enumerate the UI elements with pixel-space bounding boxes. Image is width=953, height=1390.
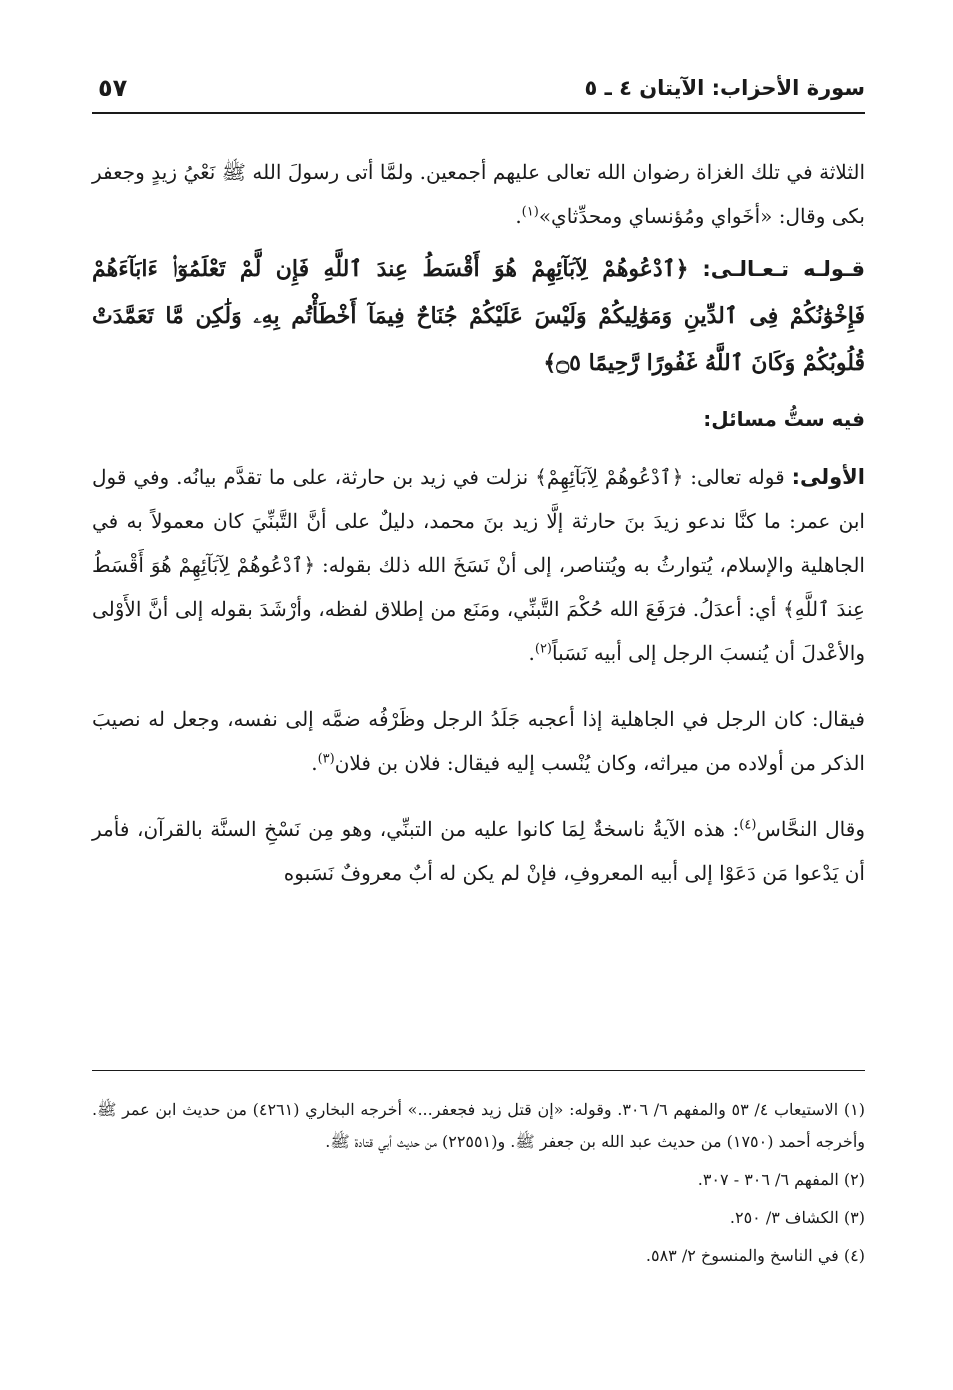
paragraph-adoption [92, 697, 865, 785]
main-text [92, 150, 865, 895]
paragraph-first-issue [92, 455, 865, 675]
footnote-ref-2: (٢) [534, 641, 552, 657]
running-title: سورة الأحزاب: الآيتان ٤ ـ ٥ [584, 76, 865, 100]
footnotes [92, 1094, 865, 1278]
nahhas-start: وقال النحَّاس [756, 817, 865, 841]
footnote-1: (١) الاستيعاب ٤/ ٥٣ والمفهم ٦/ ٣٠٦. وقوله: «إن قتل زيد فجعفر...» أخرجه البخاري (٤٢٦١) من حديث ابن عمر ﷺ. وأخرجه أحمد (١٧٥٠) من حديث عبد الله بن جعفر ﷺ. و(٢٢٥٥١) من حديث أبي قتادة ﷺ. [92, 1100, 865, 1151]
quran-verse: ﴿ٱدْعُوهُمْ لِآبَآئِهِمْ هُوَ أَقْسَطُ عِندَ ٱللَّهِ فَإِن لَّمْ تَعْلَمُوٓا۟ ءَابَآءَهُمْ فَإِخْوَٰنُكُمْ فِى ٱلدِّينِ وَمَوَٰلِيكُمْ وَلَيْسَ عَلَيْكُمْ جُنَاحٌ فِيمَآ أَخْطَأْتُم بِهِۦ وَلَٰكِن مَّا تَعَمَّدَتْ قُلُوبُكُمْ وَكَانَ ٱللَّهُ غَفُورًا رَّحِيمًا ۝٥﴾ [92, 256, 865, 376]
verse-block [92, 246, 865, 387]
first-issue-end: . [528, 641, 535, 665]
footnote-ref-4: (٤) [739, 817, 757, 833]
issues-heading: فيه ستُّ مسائل: [703, 407, 865, 431]
footnote-4: (٤) في الناسخ والمنسوخ ٢/ ٥٨٣. [645, 1246, 865, 1265]
footnote-ref-3: (٣) [317, 751, 335, 767]
first-issue-text: قوله تعالى: ﴿ٱدْعُوهُمْ لِآبَآئِهِمْ﴾ نزلت في زيد بن حارثة، على ما تقدَّم بيانُه. وفي قول ابن عمر: ما كنَّا ندعو زيدَ بنَ حارثة إلَّا زيد بنَ محمد، دليلٌ على أنَّ التَّبنِّيَ كان معمولاً به في الجاهلية والإسلام، يُتوارثُ به ويُتناصر، إلى أنْ نَسَخَ الله ذلك بقوله: ﴿ٱدْعُوهُمْ لِآبَآئِهِمْ هُوَ أَقْسَطُ عِندَ ٱللَّهِ﴾ أي: أعدَلُ. فرَفَعَ الله حُكْمَ التَّبنِّي، ومَنَع من إطلاق لفظه، وأرْشَدَ بقوله إلى أنَّ الأَوْلى والأعْدلَ أن يُنسبَ الرجل إلى أبيه نَسَباً [92, 465, 865, 665]
footnote-3: (٣) الكشاف ٣/ ٢٥٠. [729, 1208, 865, 1227]
first-issue-label: الأولى: [791, 465, 865, 489]
paragraph-intro [92, 150, 865, 238]
adoption-text: فيقال: كان الرجل في الجاهلية إذا أعجبه جَلَدُ الرجل وظَرْفُه ضمَّه إلى نفسه، وجعل له نصيبَ الذكر من أولاده من ميراثه، وكان يُنْسب إليه فيقال: فلان بن فلان [92, 707, 865, 775]
nahhas-text: : هذه الآيةُ ناسخةٌ لِمَا كانوا عليه من التبنِّي، وهو مِن نَسْخِ السنَّة بالقرآن، فأمر أن يَدْعوا مَن دَعَوْا إلى أبيه المعروفِ، فإنْ لم يكن له أبٌ معروفٌ نَسَبوه [92, 817, 865, 885]
footnote-ref-1: (١) [521, 204, 539, 220]
footnote-divider [92, 1070, 865, 1071]
page-header [92, 72, 865, 114]
verse-lead: قـولـه تـعـالـى: [702, 257, 865, 281]
paragraph-intro-text: الثلاثة في تلك الغزاة رضوان الله تعالى عليهم أجمعين. ولمَّا أتى رسولَ الله ﷺ نَعْيُ زيدٍ وجعفر بكى وقال: «أخَواي ومُؤنساي ومحدِّثاي» [92, 160, 865, 228]
paragraph-nahhas [92, 807, 865, 895]
footnote-2: (٢) المفهم ٦/ ٣٠٦ - ٣٠٧. [697, 1170, 865, 1189]
page-number: ٥٧ [98, 74, 128, 102]
paragraph-intro-end: . [515, 204, 522, 228]
adoption-end: . [311, 751, 318, 775]
